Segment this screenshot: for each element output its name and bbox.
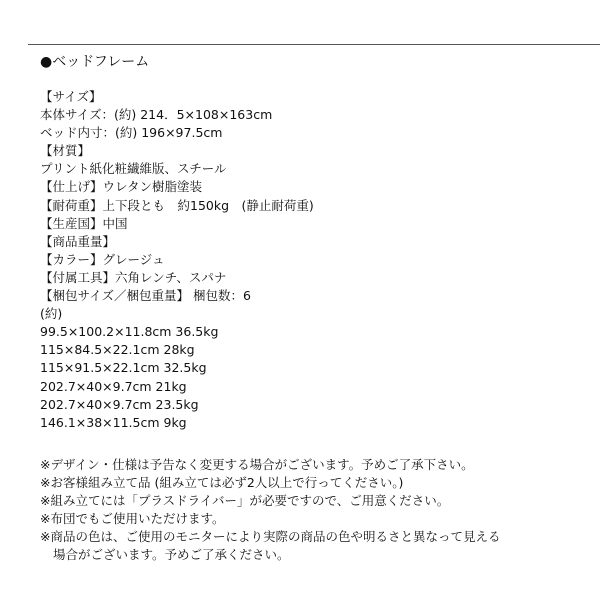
note-assembly: ※お客様組み立て品 (組み立ては必ず2人以上で行ってください。) bbox=[40, 475, 404, 491]
package-row: 115×84.5×22.1cm 28kg bbox=[40, 342, 195, 358]
spec-inner-size: ベッド内寸：(約) 196×97.5cm bbox=[40, 125, 223, 141]
spec-load-capacity: 【耐荷重】上下段とも 約150kg (静止耐荷重) bbox=[40, 197, 314, 213]
note-screwdriver: ※組み立てには「プラスドライバー」が必要ですので、ご用意ください。 bbox=[40, 493, 450, 509]
spec-finish: 【仕上げ】ウレタン樹脂塗装 bbox=[40, 179, 203, 195]
spec-approx: (約) bbox=[40, 306, 63, 322]
package-row: 115×91.5×22.1cm 32.5kg bbox=[40, 360, 207, 376]
top-divider bbox=[28, 44, 600, 45]
section-title: ●ベッドフレーム bbox=[40, 54, 150, 70]
spec-package-heading: 【梱包サイズ／梱包重量】 梱包数：6 bbox=[40, 288, 251, 304]
spec-heading-weight: 【商品重量】 bbox=[40, 233, 116, 249]
spec-body-size: 本体サイズ：(約) 214．5×108×163cm bbox=[40, 107, 273, 123]
note-color-continued: 場合がございます。予めご了承ください。 bbox=[53, 547, 290, 563]
package-row: 146.1×38×11.5cm 9kg bbox=[40, 414, 187, 430]
notes-list bbox=[40, 456, 500, 565]
spec-color: 【カラー】グレージュ bbox=[40, 251, 165, 267]
spec-origin: 【生産国】中国 bbox=[40, 215, 128, 231]
package-row: 202.7×40×9.7cm 23.5kg bbox=[40, 396, 199, 412]
note-color: ※商品の色は、ご使用のモニターにより実際の商品の色や明るさと異なって見える bbox=[40, 529, 501, 545]
spec-heading-material: 【材質】 bbox=[40, 143, 91, 159]
package-row: 202.7×40×9.7cm 21kg bbox=[40, 378, 187, 394]
spec-heading-size: 【サイズ】 bbox=[40, 89, 102, 104]
spec-material: プリント紙化粧繊維版、スチール bbox=[40, 161, 227, 177]
package-row: 99.5×100.2×11.8cm 36.5kg bbox=[40, 324, 219, 340]
note-futon: ※布団でもご使用いただけます。 bbox=[40, 511, 225, 527]
note-design-change: ※デザイン・仕様は予告なく変更する場合がございます。予めご了承下さい。 bbox=[40, 457, 474, 472]
spec-list bbox=[40, 88, 314, 432]
spec-tools: 【付属工具】六角レンチ、スパナ bbox=[40, 269, 227, 285]
